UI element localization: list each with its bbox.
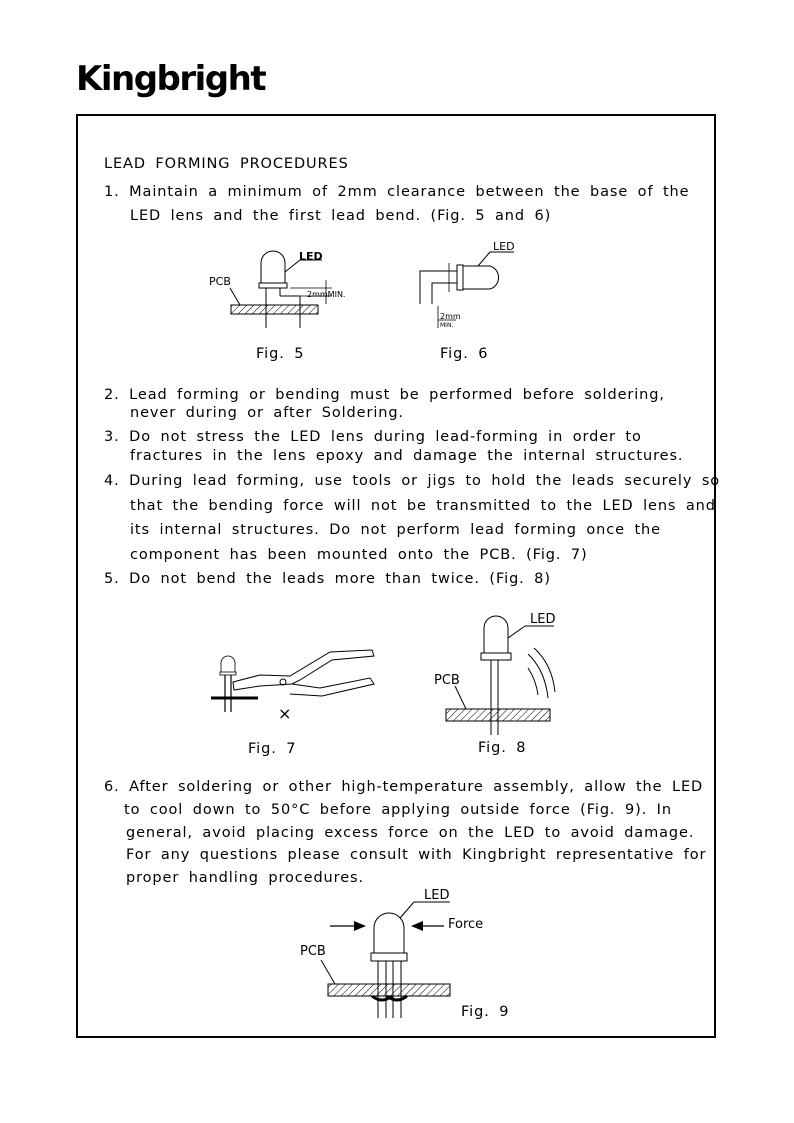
item-4-line-1: 4. During lead forming, use tools or jigs to hold the leads securely so <box>104 473 721 489</box>
item-3-line-2: fractures in the lens epoxy and damage the internal structures. <box>130 448 684 464</box>
fig8-led-label: LED <box>530 612 556 627</box>
item-2-line-2: never during or after Soldering. <box>130 405 404 421</box>
item-1-line-1: 1. Maintain a minimum of 2mm clearance between the base of the <box>104 184 690 200</box>
item-6-line-4: For any questions please consult with Kingbright representative for <box>126 847 707 863</box>
fig8-pcb-label: PCB <box>434 673 460 688</box>
fig6-dim-label: 2mm <box>440 312 461 321</box>
fig9-force-label: Force <box>448 917 484 932</box>
item-4-line-2: that the bending force will not be transmitted to the LED lens and <box>130 498 716 514</box>
fig6-dim-min-label: MIN. <box>440 322 454 329</box>
item-3-line-1: 3. Do not stress the LED lens during lead-forming in order to <box>104 429 642 445</box>
item-6-line-2: to cool down to 50°C before applying outside force (Fig. 9). In <box>124 802 672 818</box>
fig9-pcb-label: PCB <box>300 944 326 959</box>
fig7-cross-mark: × <box>278 704 292 723</box>
item-6-line-3: general, avoid placing excess force on the LED to avoid damage. <box>126 825 695 841</box>
item-5-line-1: 5. Do not bend the leads more than twice. (Fig. 8) <box>104 571 551 587</box>
fig5-dim-label: 2mmMIN. <box>307 290 346 299</box>
item-6-line-5: proper handling procedures. <box>126 870 364 886</box>
fig5-pcb-label: PCB <box>209 275 231 288</box>
fig5-caption: Fig. 5 <box>256 346 305 362</box>
section-title: LEAD FORMING PROCEDURES <box>104 156 349 172</box>
item-2-line-1: 2. Lead forming or bending must be performed before soldering, <box>104 387 665 403</box>
fig6-led-label: LED <box>493 240 515 253</box>
item-1-line-2: LED lens and the first lead bend. (Fig. 5 and 6) <box>130 208 552 224</box>
kingbright-logo: Kingbright <box>76 59 266 99</box>
item-4-line-4: component has been mounted onto the PCB. (Fig. 7) <box>130 547 588 563</box>
item-4-line-3: its internal structures. Do not perform lead forming once the <box>130 522 661 538</box>
fig6-caption: Fig. 6 <box>440 346 489 362</box>
fig5-led-label: LED <box>299 250 323 263</box>
fig8-caption: Fig. 8 <box>478 740 527 756</box>
fig7-caption: Fig. 7 <box>248 741 297 757</box>
item-6-line-1: 6. After soldering or other high-temperature assembly, allow the LED <box>104 779 704 795</box>
fig9-caption: Fig. 9 <box>461 1004 510 1020</box>
fig9-led-label: LED <box>424 888 450 903</box>
